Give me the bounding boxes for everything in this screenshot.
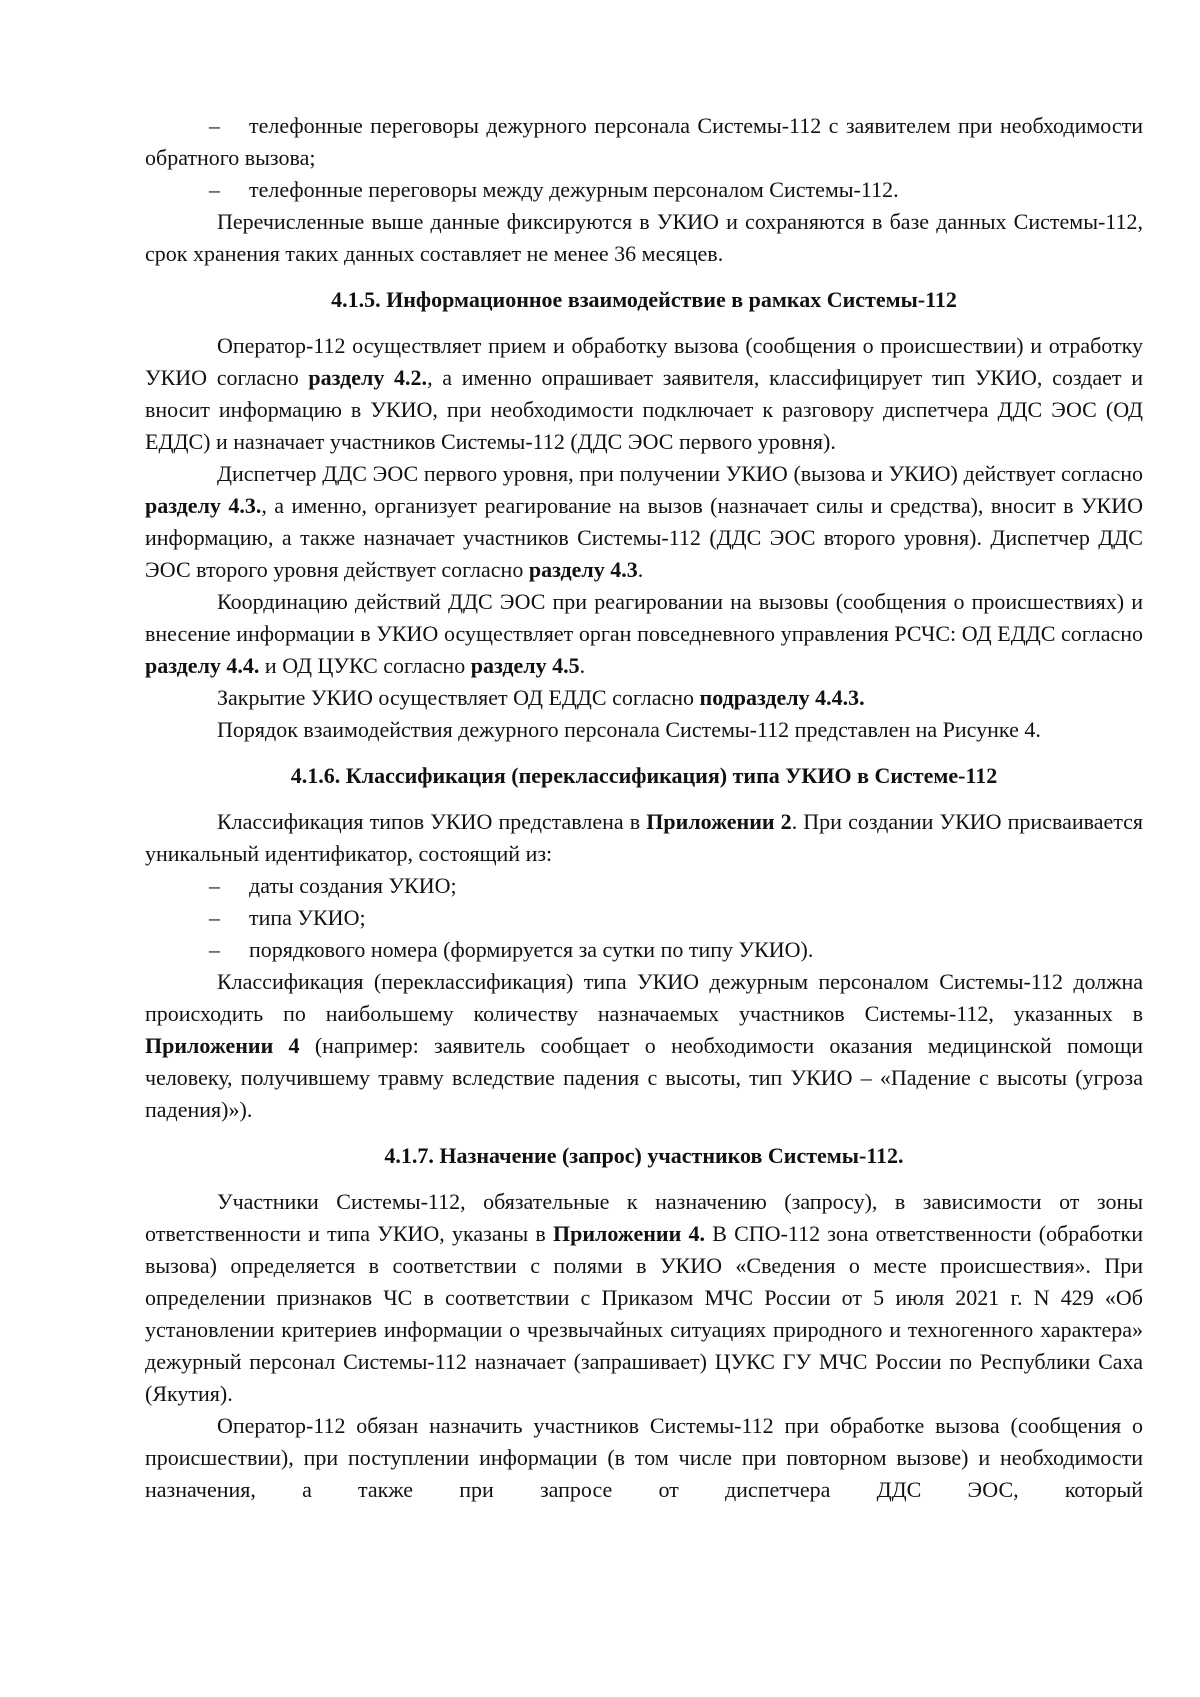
list-dash: – — [209, 905, 220, 930]
list-dash: – — [209, 873, 220, 898]
list-item: – телефонные переговоры между дежурным персоналом Системы-112. — [145, 174, 1143, 206]
list-item: – даты создания УКИО; — [145, 870, 1143, 902]
list-dash: – — [209, 937, 220, 962]
paragraph-dispatcher: Диспетчер ДДС ЭОС первого уровня, при получении УКИО (вызова и УКИО) действует согласно разделу 4.3., а именно, организует реагирование на вызов (назначает силы и средства), вносит в УКИО информацию, а также назначает участников Системы-112 (ДДС ЭОС второго уровня). Диспетчер ДДС ЭОС второго уровня действует согласно разделу 4.3. — [145, 461, 1143, 582]
section-heading-4-1-6: 4.1.6. Классификация (переклассификация) типа УКИО в Системе-112 — [290, 763, 998, 788]
document-page — [145, 110, 1143, 1506]
paragraph-operator: Оператор-112 осуществляет прием и обработку вызова (сообщения о происшествии) и отработку УКИО согласно разделу 4.2., а именно опрашивает заявителя, классифицирует тип УКИО, создает и вносит информацию в УКИО, при необходимости подключает к разговору диспетчера ДДС ЭОС (ОД ЕДДС) и назначает участников Системы-112 (ДДС ЭОС первого уровня). — [145, 333, 1143, 454]
list-item: – порядкового номера (формируется за сутки по типу УКИО). — [145, 934, 1143, 966]
paragraph-reclassification: Классификация (переклассификация) типа УКИО дежурным персоналом Системы-112 должна происходить по наибольшему количеству назначаемых участников Системы-112, указанных в Приложении 4 (например: заявитель сообщает о необходимости оказания медицинской помощи человеку, получившему травму вследствие падения с высоты, тип УКИО – «Падение с высоты (угроза падения)»). — [145, 969, 1143, 1122]
section-heading-4-1-5: 4.1.5. Информационное взаимодействие в рамках Системы-112 — [331, 287, 957, 312]
paragraph-participants: Участники Системы-112, обязательные к назначению (запросу), в зависимости от зоны ответственности и типа УКИО, указаны в Приложении 4. В СПО-112 зона ответственности (обработки вызова) определяется в соответствии с полями в УКИО «Сведения о месте происшествия». При определении признаков ЧС в соответствии с Приказом МЧС России от 5 июля 2021 г. N 429 «Об установлении критериев информации о чрезвычайных ситуациях природного и техногенного характера» дежурный персонал Системы-112 назначает (запрашивает) ЦУКС ГУ МЧС России по Республики Саха (Якутия). — [145, 1189, 1143, 1406]
list-item: – типа УКИО; — [145, 902, 1143, 934]
list-dash: – — [209, 113, 220, 138]
section-heading-4-1-7: 4.1.7. Назначение (запрос) участников Системы-112. — [384, 1143, 904, 1168]
paragraph-closing: Закрытие УКИО осуществляет ОД ЕДДС согласно подразделу 4.4.3. — [217, 685, 865, 710]
list-item: – телефонные переговоры дежурного персонала Системы-112 с заявителем при необходимости обратного вызова; — [145, 110, 1143, 174]
paragraph-order: Порядок взаимодействия дежурного персонала Системы-112 представлен на Рисунке 4. — [217, 717, 1041, 742]
paragraph-obligation: Оператор-112 обязан назначить участников Системы-112 при обработке вызова (сообщения о происшествии), при поступлении информации (в том числе при повторном вызове) и необходимости назначения, а также при запросе от диспетчера ДДС ЭОС, который — [145, 1413, 1143, 1502]
paragraph-coordination: Координацию действий ДДС ЭОС при реагировании на вызовы (сообщения о происшествиях) и внесение информации в УКИО осуществляет орган повседневного управления РСЧС: ОД ЕДДС согласно разделу 4.4. и ОД ЦУКС согласно разделу 4.5. — [145, 589, 1143, 678]
paragraph-saved-data: Перечисленные выше данные фиксируются в УКИО и сохраняются в базе данных Системы-112, срок хранения таких данных составляет не менее 36 месяцев. — [145, 209, 1143, 266]
list-dash: – — [209, 177, 220, 202]
paragraph-classification: Классификация типов УКИО представлена в Приложении 2. При создании УКИО присваивается уникальный идентификатор, состоящий из: — [145, 809, 1143, 866]
